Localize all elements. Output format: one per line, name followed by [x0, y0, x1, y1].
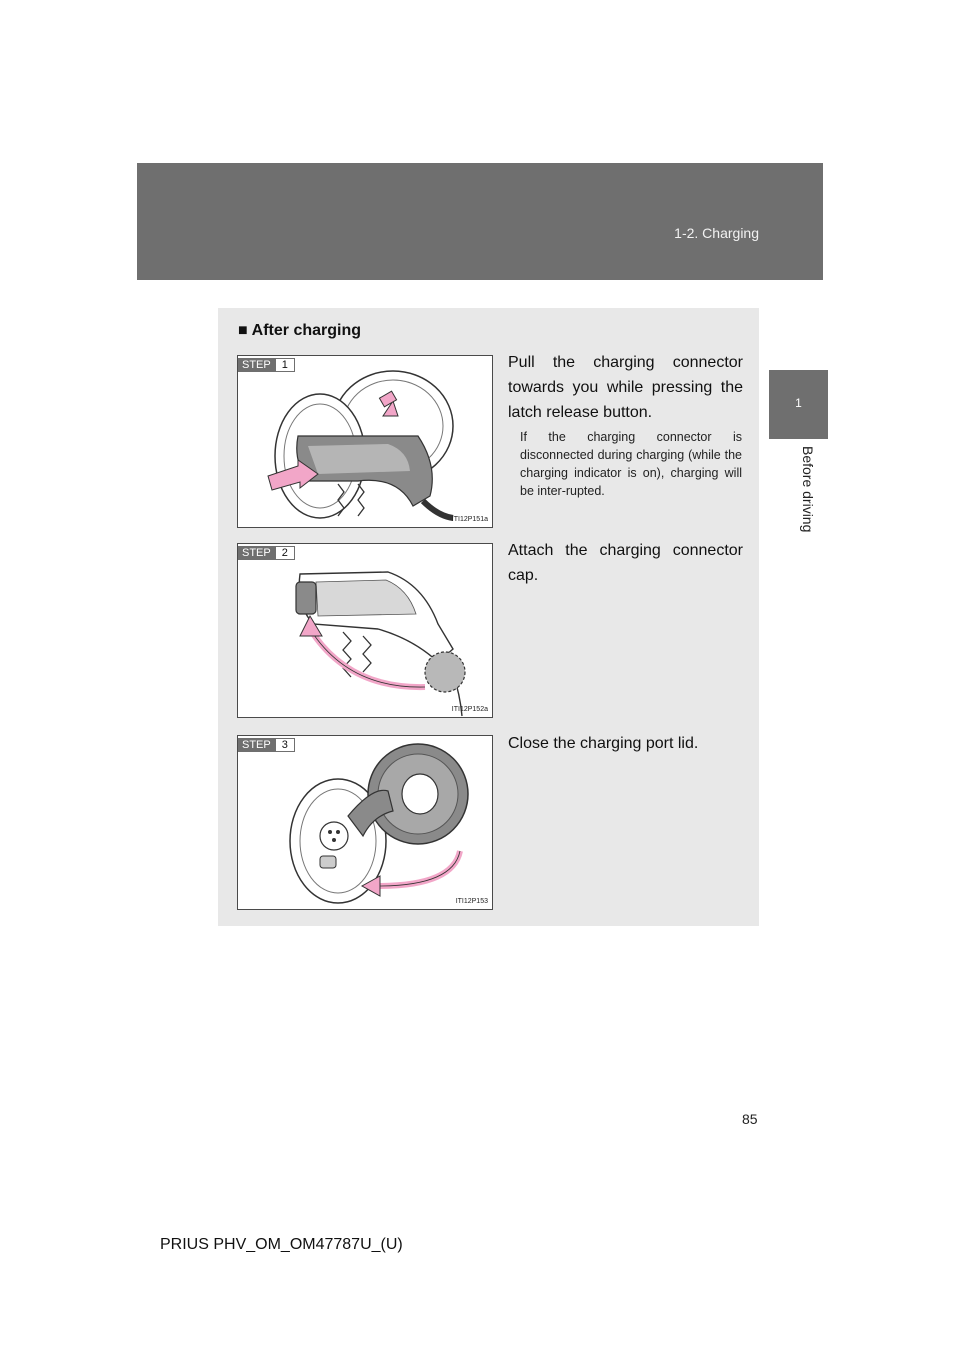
- after-charging-panel: [218, 308, 759, 926]
- step-3-badge: [238, 738, 295, 752]
- figure-code: ITI12P151a: [451, 516, 488, 523]
- header-band: [137, 163, 823, 280]
- step-1-figure: [237, 355, 493, 528]
- step-1-note: If the charging connector is disconnected during charging (while the charging indicator is on), charging will be inter-rupted.: [520, 430, 742, 498]
- document-code: PRIUS PHV_OM_OM47787U_(U): [160, 1236, 403, 1253]
- figure-code: ITI12P152a: [451, 706, 488, 713]
- step-number: 2: [275, 546, 295, 560]
- step-number: 3: [275, 738, 295, 752]
- step-2-badge: [238, 546, 295, 560]
- step-3-text: Close the charging port lid.: [508, 735, 699, 752]
- step-label: STEP: [238, 358, 275, 372]
- step-3-figure: [237, 735, 493, 910]
- step-label: STEP: [238, 546, 275, 560]
- chapter-tab: [769, 370, 828, 439]
- chapter-label: Before driving: [800, 446, 816, 533]
- step-1-badge: [238, 358, 295, 372]
- page-number: 85: [742, 1111, 758, 1127]
- step-label: STEP: [238, 738, 275, 752]
- section-title-text: After charging: [251, 322, 362, 339]
- section-title: [238, 322, 361, 340]
- unplug-connector-illustration: [238, 356, 493, 528]
- chapter-number: 1: [795, 396, 802, 410]
- step-2-text: Attach the charging connector cap.: [508, 542, 743, 584]
- attach-cap-illustration: [238, 544, 493, 718]
- step-number: 1: [275, 358, 295, 372]
- section-header: 1-2. Charging: [674, 225, 759, 241]
- close-port-lid-illustration: [238, 736, 493, 910]
- step-2-figure: [237, 543, 493, 718]
- figure-code: ITI12P153: [455, 898, 488, 905]
- step-1-text: Pull the charging connector towards you while pressing the latch release button.: [508, 354, 743, 421]
- square-bullet-icon: ■: [238, 322, 248, 339]
